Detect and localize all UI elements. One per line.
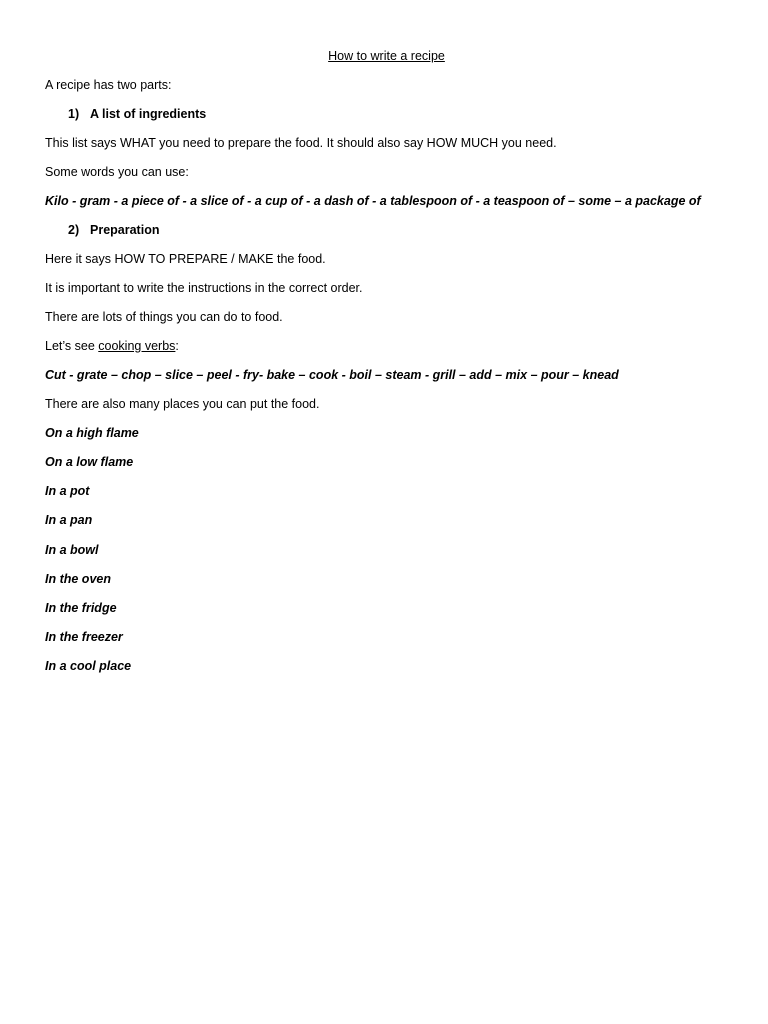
intro-text: A recipe has two parts: [45,78,172,92]
place-item: On a high flame [45,426,139,440]
place-item: In a cool place [45,659,132,674]
places-list [45,423,728,676]
place-item: In a pan [45,513,93,528]
place-item: In the oven [45,571,111,586]
cooking-verbs-link[interactable]: cooking verbs [98,339,176,353]
place-item: In the fridge [45,600,117,615]
section-heading-preparation [45,220,728,240]
measure-words-list: Kilo - gram - a piece of - a slice of - a cup of - a dash of - a tablespoon of - a teaspoon of – some – a package of [45,194,701,208]
preparation-line-1: Here it says HOW TO PREPARE / MAKE the food. [45,252,326,266]
places-intro: There are also many places you can put the food. [45,397,320,411]
cooking-verbs-line [45,336,728,356]
ingredients-description: This list says WHAT you need to prepare the food. It should also say HOW MUCH you need. [45,136,557,150]
place-item: In a bowl [45,542,99,557]
preparation-line-3: There are lots of things you can do to food. [45,310,283,324]
section-heading-label: Preparation [90,223,160,237]
cooking-verbs-prefix: Let’s see [45,339,99,353]
page-title: How to write a recipe [328,49,445,63]
preparation-line-2: It is important to write the instructions in the correct order. [45,281,363,295]
place-item: On a low flame [45,455,134,470]
section-heading-label: A list of ingredients [90,107,207,121]
place-item: In a pot [45,484,90,499]
section-number: 1) [68,107,80,121]
words-intro: Some words you can use: [45,165,189,179]
cooking-verbs-list: Cut - grate – chop – slice – peel - fry- bake – cook - boil – steam - grill – add – mix – pour – knead [45,368,619,382]
place-item: In the freezer [45,629,123,644]
cooking-verbs-suffix: : [175,339,179,353]
section-number: 2) [68,223,80,237]
section-heading-ingredients [45,104,728,124]
